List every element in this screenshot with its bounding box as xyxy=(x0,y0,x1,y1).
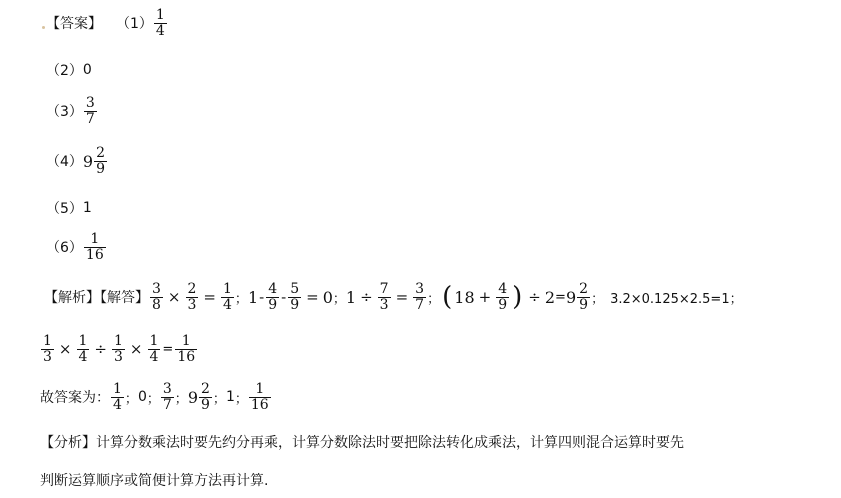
v4-den: 9 xyxy=(201,397,210,413)
e1-a-den: 8 xyxy=(152,297,161,313)
q2-value: 0 xyxy=(82,62,92,78)
e6-r-num: 1 xyxy=(181,333,191,349)
v1-num: 1 xyxy=(113,381,122,397)
q3-denominator: 7 xyxy=(85,111,95,127)
e1-eq: = xyxy=(203,288,216,306)
q4-label: （4） xyxy=(46,154,83,170)
e4-fraction-a xyxy=(496,282,509,312)
e3-fraction-a xyxy=(378,282,391,312)
conclusion-v4-fraction xyxy=(199,382,212,412)
analysis-line-1 xyxy=(44,282,743,312)
e3-one: 1 xyxy=(345,287,357,307)
e4-eq: = xyxy=(555,289,566,305)
q6-fraction xyxy=(84,232,106,262)
q2-label: （2） xyxy=(46,63,83,79)
q5-value: 1 xyxy=(82,200,92,216)
q3-fraction xyxy=(84,96,97,126)
conclusion-prefix: 故答案为： xyxy=(40,390,110,406)
answer-q1-line xyxy=(46,8,168,38)
e2-op1: - xyxy=(259,288,265,306)
q6-numerator: 1 xyxy=(90,231,100,247)
e6-d-num: 1 xyxy=(149,333,159,349)
e3-eq: = xyxy=(395,288,409,306)
answer-q6-line xyxy=(46,232,107,262)
q1-denominator: 4 xyxy=(155,23,165,39)
conclusion-sep3: ； xyxy=(174,391,188,407)
e6-fraction-b xyxy=(77,334,90,364)
conclusion-v6-fraction xyxy=(249,382,271,412)
answer-q5-line xyxy=(46,198,92,218)
e4-div: ÷ xyxy=(528,288,541,306)
q3-label: （3） xyxy=(46,104,83,120)
conclusion-sep1: ； xyxy=(124,391,138,407)
fenxi-text-2: 判断运算顺序或简便计算方法再计算. xyxy=(40,473,269,489)
e4-lparen: ( xyxy=(442,282,453,312)
e6-a-den: 3 xyxy=(43,349,52,365)
e1-fraction-b xyxy=(186,282,199,312)
e6-op3: × xyxy=(129,340,143,358)
q1-fraction xyxy=(154,8,167,38)
e1-fraction-a xyxy=(150,282,163,312)
conclusion-sep5: ； xyxy=(234,391,248,407)
conclusion-v4-whole: 9 xyxy=(187,387,198,407)
q1-numerator: 1 xyxy=(155,7,165,23)
e1-fraction-result xyxy=(221,282,234,312)
conclusion-line xyxy=(40,382,272,412)
answer-q3-line xyxy=(46,96,98,126)
e6-b-num: 1 xyxy=(78,333,88,349)
e3-r-den: 7 xyxy=(415,297,425,313)
conclusion-v1-fraction xyxy=(111,382,124,412)
conclusion-v2: 0 xyxy=(137,389,147,405)
e1-op: × xyxy=(167,288,181,306)
q6-label: （6） xyxy=(46,240,83,256)
answer-header: 【答案】 xyxy=(46,16,102,32)
e4-two: 2 xyxy=(544,287,556,307)
e6-fraction-a xyxy=(41,334,54,364)
e4-a-num: 4 xyxy=(498,281,508,297)
e6-c-den: 3 xyxy=(114,349,123,365)
q5-label: （5） xyxy=(46,201,83,217)
e6-fraction-c xyxy=(112,334,125,364)
e3-sep: ； xyxy=(427,291,441,307)
q4-whole: 9 xyxy=(82,151,94,171)
q4-fraction xyxy=(94,146,107,176)
e1-b-den: 3 xyxy=(187,297,197,313)
e4-plus: + xyxy=(478,288,492,306)
e4-whole: 9 xyxy=(565,287,577,307)
e2-a-num: 4 xyxy=(268,281,278,297)
fenxi-line-1 xyxy=(40,432,684,452)
e3-a-den: 3 xyxy=(379,297,389,313)
q4-denominator: 9 xyxy=(96,161,106,177)
e4-fraction-result xyxy=(577,282,590,312)
e3-r-num: 3 xyxy=(415,281,425,297)
e1-r-num: 1 xyxy=(223,281,232,297)
e6-r-den: 16 xyxy=(177,349,196,365)
e2-b-num: 5 xyxy=(290,281,300,297)
decorative-dot xyxy=(42,26,45,29)
e3-fraction-result xyxy=(413,282,426,312)
analysis-header: 【解析】【解答】 xyxy=(44,290,149,306)
e6-fraction-result xyxy=(175,334,197,364)
q3-numerator: 3 xyxy=(85,95,95,111)
conclusion-v3-fraction xyxy=(161,382,174,412)
e6-op2: ÷ xyxy=(94,340,107,358)
e6-d-den: 4 xyxy=(149,349,159,365)
e4-r-den: 9 xyxy=(579,297,589,313)
e1-r-den: 4 xyxy=(223,297,232,313)
e1-b-num: 2 xyxy=(187,281,197,297)
e6-a-num: 1 xyxy=(43,333,52,349)
e4-eighteen: 18 xyxy=(454,287,475,307)
e4-a-den: 9 xyxy=(498,297,508,313)
conclusion-sep2: ； xyxy=(146,391,160,407)
e3-a-num: 7 xyxy=(379,281,389,297)
e5-expression: 3.2×0.125×2.5=1； xyxy=(610,291,743,307)
e6-eq: = xyxy=(162,341,174,357)
e2-a-den: 9 xyxy=(268,297,278,313)
e2-result: 0 xyxy=(322,287,333,307)
e2-b-den: 9 xyxy=(290,297,300,313)
fenxi-text-1: 【分析】计算分数乘法时要先约分再乘，计算分数除法时要把除法转化成乘法，计算四则混合运算时要先 xyxy=(40,435,684,451)
answer-q2-line xyxy=(46,60,92,80)
e2-fraction-b xyxy=(288,282,301,312)
e4-rparen: ) xyxy=(512,282,523,312)
e2-one: 1 xyxy=(247,287,259,307)
v3-den: 7 xyxy=(162,397,172,413)
v1-den: 4 xyxy=(113,397,122,413)
e2-op2: - xyxy=(281,288,287,306)
conclusion-sep4: ； xyxy=(212,391,226,407)
e3-op: ÷ xyxy=(360,288,373,306)
q6-denominator: 16 xyxy=(85,247,104,263)
e4-sep: ； xyxy=(591,291,605,307)
q4-numerator: 2 xyxy=(96,145,106,161)
e6-fraction-d xyxy=(148,334,161,364)
analysis-line-2 xyxy=(40,334,198,364)
v3-num: 3 xyxy=(162,381,172,397)
e1-sep: ； xyxy=(234,291,248,307)
e6-op1: × xyxy=(58,340,72,358)
e6-c-num: 1 xyxy=(114,333,123,349)
e6-b-den: 4 xyxy=(78,349,88,365)
e4-r-num: 2 xyxy=(579,281,589,297)
v4-num: 2 xyxy=(201,381,210,397)
e2-sep: ； xyxy=(332,291,346,307)
conclusion-v5: 1 xyxy=(225,389,235,405)
e1-a-num: 3 xyxy=(152,281,161,297)
fenxi-line-2 xyxy=(40,470,268,490)
v6-den: 16 xyxy=(250,397,269,413)
q1-label: （1） xyxy=(116,16,153,32)
e2-eq: = xyxy=(306,288,319,306)
answer-q4-line xyxy=(46,146,108,176)
v6-num: 1 xyxy=(255,381,265,397)
e2-fraction-a xyxy=(266,282,279,312)
